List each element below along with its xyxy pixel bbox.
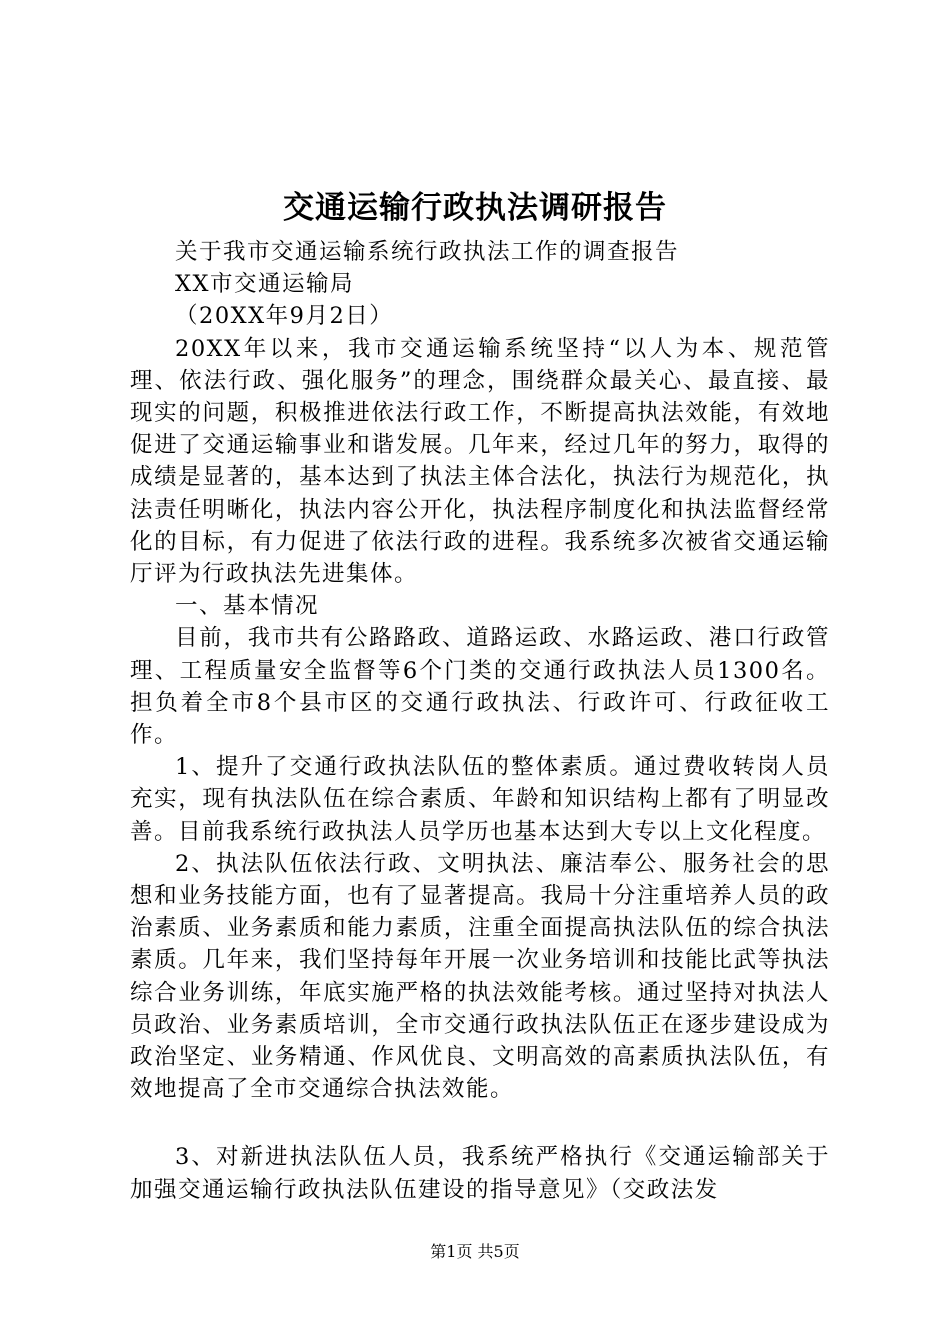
report-subtitle: 关于我市交通运输系统行政执法工作的调查报告 [175, 239, 680, 265]
body-paragraph: 目前，我市共有公路路政、道路运政、水路运政、港口行政管理、工程质量安全监督等6个门类的交通行政执法人员1300名。担负着全市8个县市区的交通行政执法、行政许可、行政征收工作。 [130, 625, 830, 749]
document-title: 交通运输行政执法调研报告 [283, 190, 667, 226]
document-body [130, 236, 830, 1206]
body-paragraph: 1、提升了交通行政执法队伍的整体素质。通过费收转岗人员充实，现有执法队伍在综合素质、年龄和知识结构上都有了明显改善。目前我系统行政执法人员学历也基本达到大专以上文化程度。 [130, 754, 830, 845]
body-paragraph: 3、对新进执法队伍人员，我系统严格执行《交通运输部关于加强交通运输行政执法队伍建设的指导意见》（交政法发 [130, 1144, 830, 1203]
report-date: （20XX年9月2日） [175, 303, 394, 330]
issuing-authority: XX市交通运输局 [175, 271, 355, 298]
page-number: 第1页 共5页 [430, 1242, 520, 1261]
body-paragraph: 2、执法队伍依法行政、文明执法、廉洁奉公、服务社会的思想和业务技能方面，也有了显著提高。我局十分注重培养人员的政治素质、业务素质和能力素质，注重全面提高执法队伍的综合执法素质。几年来，我们坚持每年开展一次业务培训和技能比武等执法综合业务训练，年底实施严格的执法效能考核。通过坚持对执法人员政治、业务素质培训，全市交通行政执法队伍正在逐步建设成为政治坚定、业务精通、作风优良、文明高效的高素质执法队伍，有效地提高了全市交通综合执法效能。 [130, 850, 830, 1103]
body-paragraph: 20XX年以来，我市交通运输系统坚持“以人为本、规范管理、依法行政、强化服务”的理念，围绕群众最关心、最直接、最现实的问题，积极推进依法行政工作，不断提高执法效能，有效地促进了交通运输事业和谐发展。几年来，经过几年的努力，取得的成绩是显著的，基本达到了执法主体合法化，执法行为规范化，执法责任明晰化，执法内容公开化，执法程序制度化和执法监督经常化的目标，有力促进了依法行政的进程。我系统多次被省交通运输厅评为行政执法先进集体。 [130, 335, 830, 588]
section-heading: 一、基本情况 [175, 593, 320, 620]
